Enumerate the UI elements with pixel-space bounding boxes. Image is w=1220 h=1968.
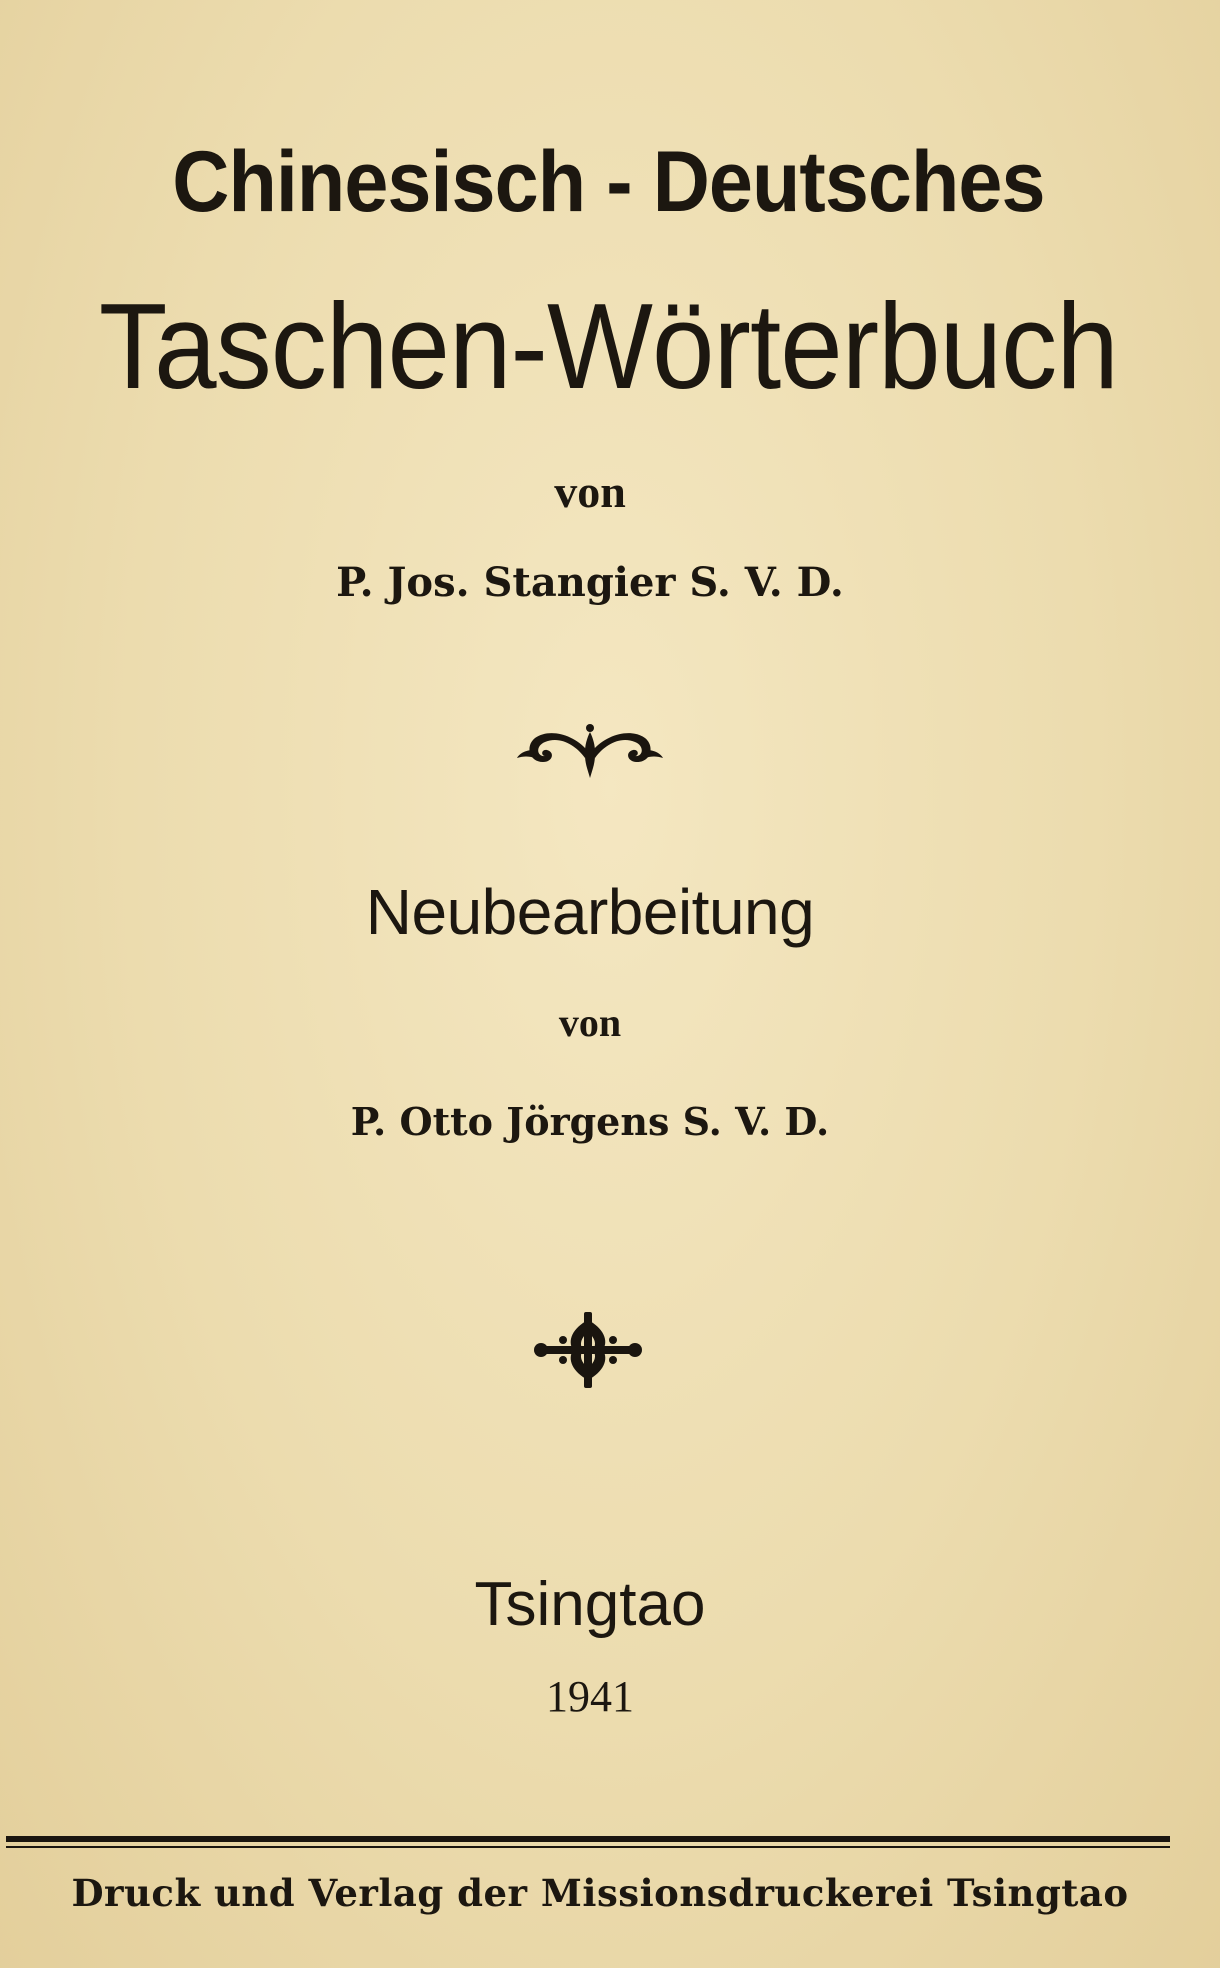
divider-rule-thin bbox=[6, 1846, 1170, 1848]
cross-ornament-icon bbox=[533, 1310, 643, 1390]
by-label-2: von bbox=[558, 1000, 622, 1045]
subtitle: Neubearbeitung bbox=[365, 876, 815, 948]
place: Tsingtao bbox=[474, 1570, 706, 1639]
title-line-2: Taschen-Wörterbuch bbox=[98, 278, 1118, 414]
revising-author: P. Otto Jörgens S. V. D. bbox=[350, 1099, 830, 1144]
publisher-line: Druck und Verlag der Missionsdruckerei Tsingtao bbox=[71, 1871, 1129, 1915]
floral-ornament-icon bbox=[515, 720, 665, 780]
year: 1941 bbox=[546, 1672, 634, 1721]
original-author: P. Jos. Stangier S. V. D. bbox=[336, 559, 844, 606]
divider-rule bbox=[6, 1836, 1170, 1842]
title-line-1: Chinesisch - Deutsches bbox=[172, 134, 1045, 230]
by-label-1: von bbox=[554, 466, 626, 517]
